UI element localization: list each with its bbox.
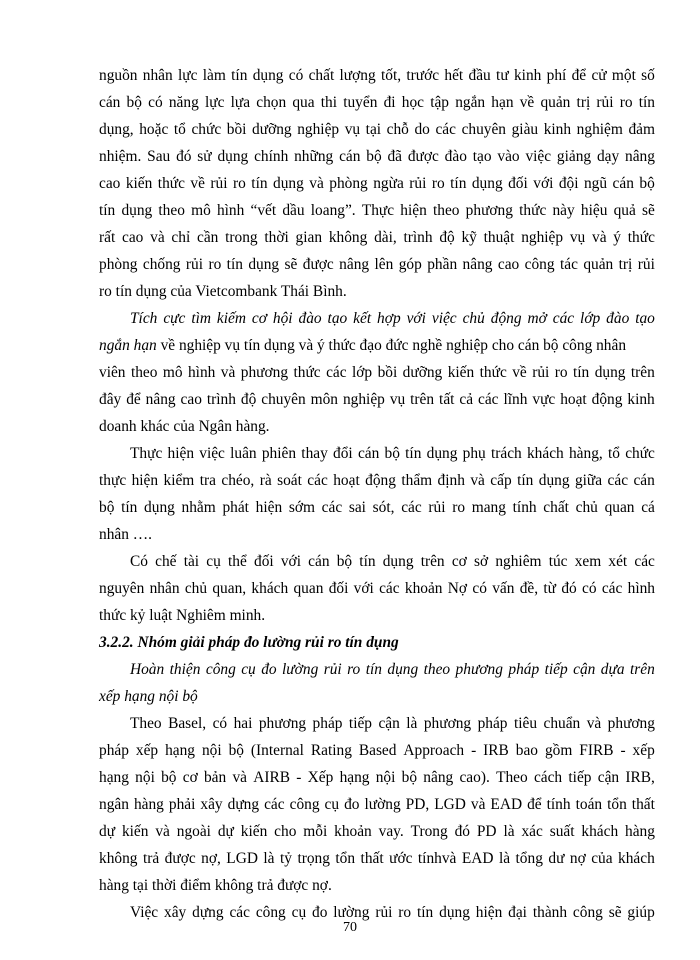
text-line: Thực hiện việc luân phiên thay đổi cán bộ tín dụng phụ trách khách hàng, tổ chức — [130, 445, 655, 462]
text-line: nguồn nhân lực làm tín dụng có chất lượng tốt, trước hết đầu tư kinh phí để cử một số — [99, 67, 655, 84]
text-line: pháp xếp hạng nội bộ (Internal Rating Based Approach - IRB bao gồm FIRB - xếp — [99, 742, 655, 759]
text-line: nguyên nhân chủ quan, khách quan đối với các khoản Nợ có vấn đề, từ đó có các hình — [99, 580, 655, 597]
text-line: viên theo mô hình và phương thức các lớp bồi dưỡng kiến thức về rủi ro tín dụng trên — [99, 364, 655, 381]
text-line: thức kỷ luật Nghiêm minh. — [99, 607, 266, 624]
text-line: bộ tín dụng nhằm phát hiện sớm các sai sót, các rủi ro mang tính chất chủ quan cá — [99, 499, 655, 516]
text-line: nhân …. — [99, 526, 153, 543]
italic-lead: ngắn hạn — [99, 337, 157, 354]
text-line: tín dụng theo mô hình “vết dầu loang”. Thực hiện theo phương thức này hiệu quả sẽ — [99, 202, 655, 219]
text-line: Theo Basel, có hai phương pháp tiếp cận là phương pháp tiêu chuẩn và phương — [130, 715, 655, 732]
text-line: cán bộ có năng lực lựa chọn qua thi tuyển đi học tập ngắn hạn về quản trị rủi ro tín — [99, 94, 655, 111]
text-line: phòng chống rủi ro tín dụng sẽ được nâng lên góp phần nâng cao công tác quản trị rủi — [99, 256, 655, 273]
text-line: doanh khác của Ngân hàng. — [99, 418, 270, 435]
italic-text-line: xếp hạng nội bộ — [99, 688, 198, 705]
text-line: rất cao và chỉ cần trong thời gian không dài, trình độ kỹ thuật nghiệp vụ và ý thức — [99, 229, 655, 246]
page-number: 70 — [343, 920, 357, 935]
text-line: dụng, hoặc tổ chức bồi dưỡng nghiệp vụ tại chỗ do các chuyên giàu kinh nghiệm đảm — [99, 121, 655, 138]
text-line: cao kiến thức về rủi ro tín dụng và phòng ngừa rủi ro tín dụng đối với đội ngũ cán bộ — [99, 175, 655, 192]
text-run: về nghiệp vụ tín dụng và ý thức đạo đức nghề nghiệp cho cán bộ công nhân — [156, 337, 627, 354]
italic-text-line: Tích cực tìm kiếm cơ hội đào tạo kết hợp với việc chủ động mở các lớp đào tạo — [130, 310, 655, 327]
text-line: hàng tại thời điểm không trả được nợ. — [99, 877, 332, 894]
text-line: Việc xây dựng các công cụ đo lường rủi ro tín dụng hiện đại thành công sẽ giúp — [130, 904, 655, 921]
text-line: Có chế tài cụ thể đối với cán bộ tín dụng trên cơ sở nghiêm túc xem xét các — [130, 553, 655, 570]
text-line: ngân hàng phải xây dựng các công cụ đo lường PD, LGD và EAD để tính toán tổn thất — [99, 796, 655, 813]
text-line: ro tín dụng của Vietcombank Thái Bình. — [99, 283, 347, 300]
text-line: thực hiện kiểm tra chéo, rà soát các hoạt động thẩm định và cấp tín dụng giữa các cán — [99, 472, 655, 489]
italic-text-line: Hoàn thiện công cụ đo lường rủi ro tín dụng theo phương pháp tiếp cận dựa trên — [130, 661, 655, 678]
text-line: không trả được nợ, LGD là tỷ trọng tổn thất ước tínhvà EAD là tổng dư nợ của khách — [99, 850, 655, 867]
text-line: đây để nâng cao trình độ chuyên môn nghiệp vụ trên tất cả các lĩnh vực hoạt động kinh — [99, 391, 655, 408]
text-line: nhiệm. Sau đó sử dụng chính những cán bộ đã được đào tạo vào việc giảng dạy nâng — [99, 148, 655, 165]
section-heading: 3.2.2. Nhóm giải pháp đo lường rủi ro tín dụng — [99, 634, 399, 651]
mixed-text-line — [99, 338, 655, 353]
text-line: hạng nội bộ cơ bản và AIRB - Xếp hạng nội bộ nâng cao). Theo cách tiếp cận IRB, — [99, 769, 655, 786]
text-line: dự kiến và ngoài dự kiến cho mỗi khoản vay. Trong đó PD là xác suất khách hàng — [99, 823, 655, 840]
